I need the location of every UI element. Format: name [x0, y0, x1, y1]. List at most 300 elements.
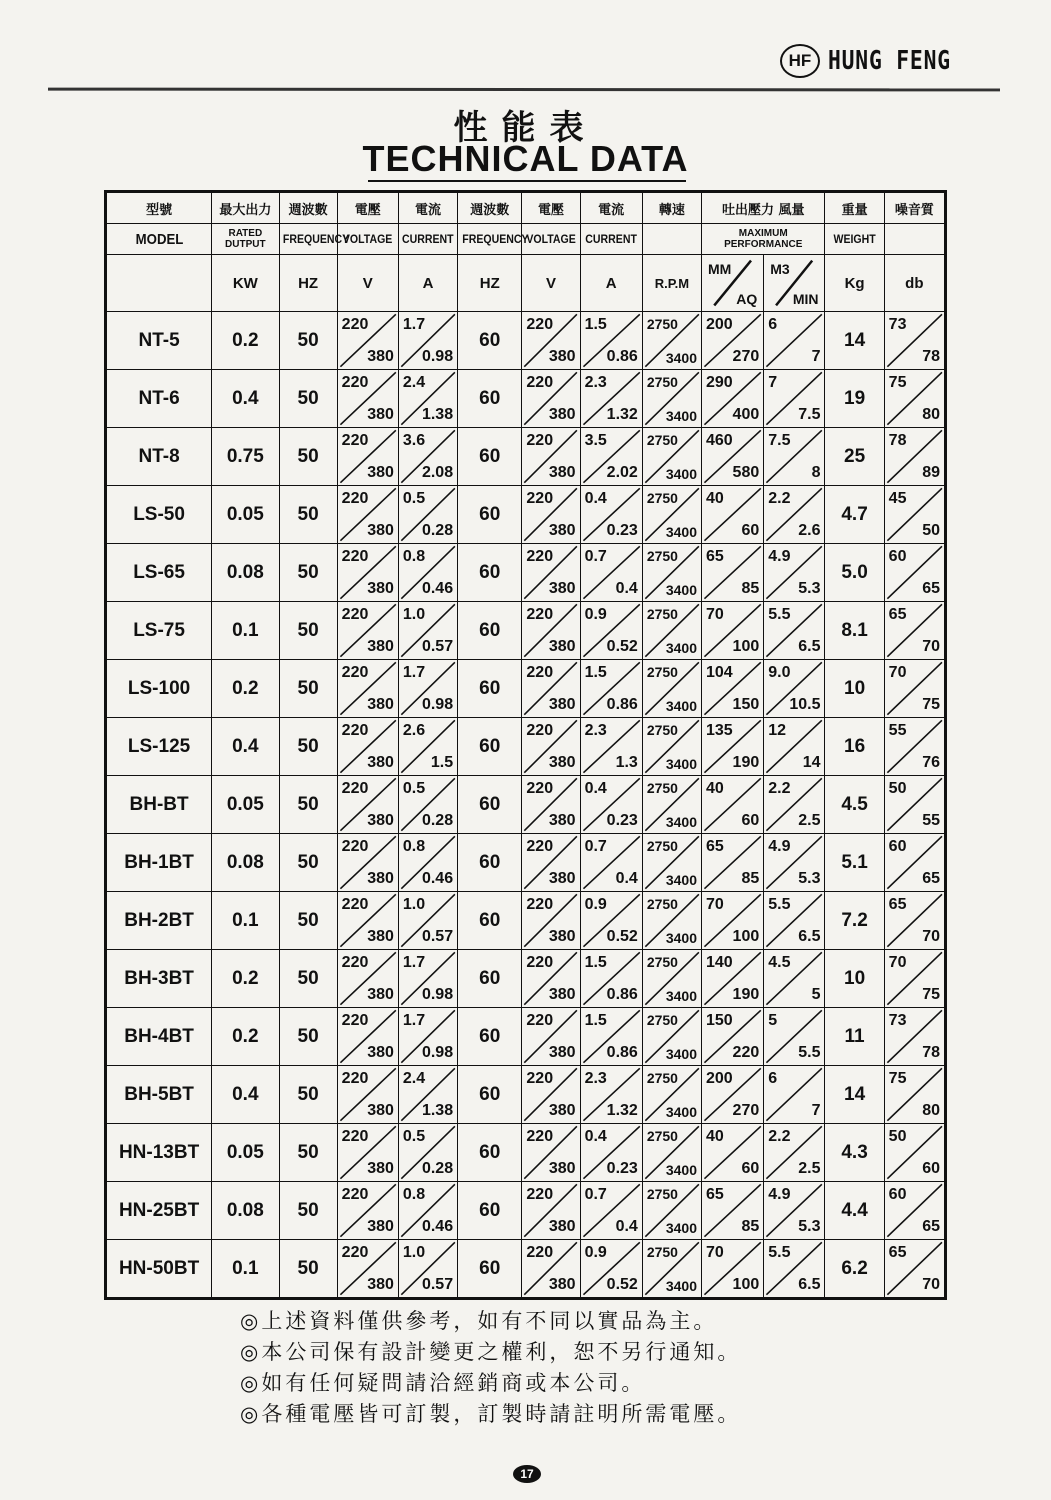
cell-v2-upper: 220 [526, 722, 554, 739]
cell-airflow [764, 1008, 825, 1066]
unit-a1: A [398, 255, 457, 312]
cell-v2 [522, 718, 580, 776]
cell-v2 [522, 776, 580, 834]
cell-airflow-lower: 7.5 [798, 406, 821, 423]
cell-noise-upper: 78 [888, 432, 907, 449]
cell-hz2: 60 [458, 1124, 522, 1182]
note-1: ◎上述資料僅供參考，如有不同以實品為主。 [240, 1309, 718, 1333]
cell-noise-lower: 70 [922, 928, 940, 945]
cell-weight: 4.4 [825, 1182, 884, 1240]
table-row [106, 370, 946, 428]
cell-rpm-lower: 3400 [665, 1162, 697, 1178]
cell-rpm-upper: 2750 [646, 1128, 678, 1144]
header-cn-perf: 吐出壓力 風量 [702, 192, 825, 224]
cell-weight: 10 [825, 950, 884, 1008]
cell-hz1: 50 [279, 1124, 337, 1182]
cell-hz2: 60 [458, 718, 522, 776]
cell-v2-lower: 380 [548, 1276, 576, 1293]
cell-v1-upper: 220 [341, 432, 369, 449]
cell-kw: 0.2 [212, 950, 279, 1008]
cell-v1 [337, 834, 398, 892]
header-cn-noise: 噪音質 [884, 192, 945, 224]
cell-a1-lower: 0.46 [421, 870, 454, 887]
cell-a2 [580, 1008, 642, 1066]
cell-airflow-lower: 14 [802, 754, 821, 771]
cell-rpm [642, 660, 701, 718]
cell-v2-upper: 220 [526, 432, 554, 449]
cell-airflow-upper: 6 [768, 1070, 778, 1087]
cell-model: LS-65 [106, 544, 212, 602]
cell-a2 [580, 1066, 642, 1124]
cell-noise-upper: 55 [888, 722, 907, 739]
cell-noise [884, 718, 945, 776]
cell-rpm-lower: 3400 [665, 988, 697, 1004]
cell-airflow-upper: 2.2 [768, 780, 791, 797]
cell-noise-lower: 76 [922, 754, 940, 771]
cell-kw: 0.2 [212, 312, 279, 370]
cell-noise [884, 1182, 945, 1240]
cell-rpm [642, 544, 701, 602]
unit-kg: Kg [825, 255, 884, 312]
cell-rpm-lower: 3400 [665, 1104, 697, 1120]
cell-rpm [642, 834, 701, 892]
cell-hz2: 60 [458, 1182, 522, 1240]
cell-noise-upper: 65 [888, 896, 907, 913]
cell-a2-upper: 1.5 [584, 954, 607, 971]
cell-a1-lower: 0.98 [421, 986, 454, 1003]
cell-a2 [580, 1182, 642, 1240]
cell-rpm-lower: 3400 [665, 756, 697, 772]
cell-rpm-upper: 2750 [646, 606, 678, 622]
cell-v1-lower: 380 [367, 754, 394, 771]
cell-weight: 7.2 [825, 892, 884, 950]
cell-a2-lower: 1.32 [606, 1102, 638, 1119]
cell-airflow [764, 370, 825, 428]
cell-hz1: 50 [279, 776, 337, 834]
cell-a2 [580, 486, 642, 544]
unit-mm: MM [708, 261, 732, 277]
cell-a2-lower: 1.3 [615, 754, 638, 771]
cell-pressure [702, 718, 764, 776]
cell-model: BH-2BT [106, 892, 212, 950]
cell-v2-upper: 220 [526, 316, 554, 333]
cell-a1-upper: 1.7 [402, 664, 426, 681]
cell-rpm [642, 1066, 701, 1124]
cell-noise [884, 370, 945, 428]
cell-a2 [580, 834, 642, 892]
cell-v2 [522, 1240, 580, 1299]
cell-noise [884, 602, 945, 660]
header-cn-model: 型號 [106, 192, 212, 224]
cell-v2-lower: 380 [548, 870, 576, 887]
cell-v1-lower: 380 [367, 580, 394, 597]
cell-noise [884, 892, 945, 950]
cell-hz1: 50 [279, 1182, 337, 1240]
cell-v1 [337, 718, 398, 776]
cell-v2-lower: 380 [548, 348, 576, 365]
cell-model: HN-50BT [106, 1240, 212, 1299]
cell-v1 [337, 660, 398, 718]
cell-hz1: 50 [279, 718, 337, 776]
cell-pressure-lower: 100 [732, 928, 760, 945]
cell-a1 [398, 370, 457, 428]
cell-hz1: 50 [279, 1008, 337, 1066]
header-cn-rpm: 轉速 [642, 192, 701, 224]
header-rule [48, 88, 1000, 92]
cell-hz2: 60 [458, 1066, 522, 1124]
cell-weight: 4.5 [825, 776, 884, 834]
cell-a1-lower: 0.28 [421, 522, 454, 539]
cell-v2-upper: 220 [526, 1070, 554, 1087]
cell-noise [884, 544, 945, 602]
cell-noise [884, 834, 945, 892]
cell-hz1: 50 [279, 1066, 337, 1124]
header-cn-curr2: 電流 [580, 192, 642, 224]
cell-v1 [337, 776, 398, 834]
cell-pressure-upper: 70 [706, 606, 724, 623]
cell-v2 [522, 1124, 580, 1182]
cell-a1-upper: 2.6 [402, 722, 426, 739]
unit-hz2: HZ [458, 255, 522, 312]
cell-v1 [337, 950, 398, 1008]
cell-v1-upper: 220 [341, 1244, 369, 1261]
cell-pressure-lower: 60 [741, 812, 760, 829]
cell-rpm-lower: 3400 [665, 350, 697, 366]
cell-noise-lower: 78 [922, 348, 940, 365]
cell-v2-lower: 380 [548, 696, 576, 713]
cell-noise [884, 1240, 945, 1299]
cell-v2-upper: 220 [526, 838, 554, 855]
header-en-freq1: FREQUENCY [282, 224, 333, 255]
cell-airflow-upper: 4.9 [768, 838, 791, 855]
table-row [106, 1008, 946, 1066]
cell-hz2: 60 [458, 486, 522, 544]
cell-v1-upper: 220 [341, 780, 369, 797]
cell-a1-lower: 0.28 [421, 812, 454, 829]
cell-v2-upper: 220 [526, 1128, 554, 1145]
cell-kw: 0.4 [212, 370, 279, 428]
cell-hz2: 60 [458, 660, 522, 718]
cell-rpm-upper: 2750 [646, 780, 678, 796]
header-en-curr1: CURRENT [402, 224, 454, 255]
cell-pressure-lower: 190 [732, 754, 760, 771]
cell-rpm-lower: 3400 [665, 1278, 697, 1294]
cell-a2-lower: 0.23 [606, 1160, 638, 1177]
cell-a1 [398, 834, 457, 892]
cell-rpm [642, 486, 701, 544]
cell-model: LS-50 [106, 486, 212, 544]
cell-a1-lower: 2.08 [421, 464, 454, 481]
cell-airflow-lower: 5.3 [798, 580, 821, 597]
cell-model: LS-125 [106, 718, 212, 776]
cell-v2 [522, 1182, 580, 1240]
header-cn-freq1: 週波數 [279, 192, 337, 224]
cell-airflow-upper: 9.0 [768, 664, 791, 681]
cell-v1-lower: 380 [367, 696, 394, 713]
cell-v1-upper: 220 [341, 1186, 369, 1203]
cell-noise-lower: 65 [922, 580, 940, 597]
cell-pressure-upper: 40 [706, 780, 724, 797]
cell-a1 [398, 1066, 457, 1124]
cell-v2 [522, 428, 580, 486]
cell-a2-upper: 0.9 [584, 606, 607, 623]
cell-airflow-upper: 5.5 [768, 606, 791, 623]
cell-hz1: 50 [279, 602, 337, 660]
cell-rpm [642, 1240, 701, 1299]
cell-noise [884, 1008, 945, 1066]
unit-kw: KW [212, 255, 279, 312]
header-en-curr2: CURRENT [584, 224, 639, 255]
cell-v1 [337, 1066, 398, 1124]
cell-v2-lower: 380 [548, 638, 576, 655]
cell-a2-lower: 0.86 [606, 986, 638, 1003]
cell-kw: 0.05 [212, 1124, 279, 1182]
cell-noise-lower: 55 [922, 812, 940, 829]
cell-rpm-lower: 3400 [665, 1220, 697, 1236]
header-en-rpm-blank [642, 224, 701, 255]
table-row [106, 1182, 946, 1240]
cell-a2 [580, 950, 642, 1008]
cell-a1 [398, 950, 457, 1008]
notes [240, 1306, 840, 1430]
cell-v2 [522, 660, 580, 718]
cell-v1 [337, 1182, 398, 1240]
cell-a2 [580, 312, 642, 370]
cell-rpm-upper: 2750 [646, 374, 678, 390]
cell-hz2: 60 [458, 428, 522, 486]
cell-noise-lower: 80 [922, 406, 940, 423]
cell-v1 [337, 544, 398, 602]
cell-kw: 0.05 [212, 486, 279, 544]
header-en-rated: RATED DUTPUT [212, 224, 279, 255]
cell-pressure-upper: 40 [706, 1128, 724, 1145]
cell-kw: 0.05 [212, 776, 279, 834]
cell-v2-lower: 380 [548, 812, 576, 829]
cell-a2-lower: 0.23 [606, 812, 638, 829]
cell-hz1: 50 [279, 950, 337, 1008]
cell-pressure [702, 1066, 764, 1124]
header-cn-volt1: 電壓 [337, 192, 398, 224]
cell-v2 [522, 834, 580, 892]
table-row [106, 1066, 946, 1124]
cell-noise-lower: 89 [922, 464, 940, 481]
cell-rpm-lower: 3400 [665, 872, 697, 888]
cell-airflow-upper: 7.5 [768, 432, 791, 449]
cell-a1-upper: 1.7 [402, 316, 426, 333]
cell-a1-lower: 0.46 [421, 580, 454, 597]
cell-pressure [702, 834, 764, 892]
cell-weight: 11 [825, 1008, 884, 1066]
cell-noise [884, 312, 945, 370]
cell-a2-upper: 2.3 [584, 374, 607, 391]
note-3: ◎如有任何疑問請洽經銷商或本公司。 [240, 1371, 646, 1395]
cell-v1-lower: 380 [367, 986, 394, 1003]
cell-rpm [642, 892, 701, 950]
note-2: ◎本公司保有設計變更之權利，恕不另行通知。 [240, 1340, 742, 1364]
cell-airflow [764, 1240, 825, 1299]
cell-rpm-upper: 2750 [646, 954, 678, 970]
unit-hz1: HZ [279, 255, 337, 312]
cell-noise-lower: 75 [922, 696, 940, 713]
cell-airflow-lower: 2.6 [798, 522, 821, 539]
cell-noise-lower: 78 [922, 1044, 940, 1061]
cell-hz2: 60 [458, 834, 522, 892]
cell-airflow-upper: 5.5 [768, 896, 791, 913]
cell-noise-upper: 75 [888, 1070, 907, 1087]
cell-v2-upper: 220 [526, 954, 554, 971]
header-en-perf: MAXIMUM PERFORMANCE [702, 224, 825, 255]
cell-a1-lower: 0.98 [421, 696, 454, 713]
cell-airflow [764, 834, 825, 892]
cell-pressure-upper: 104 [706, 664, 733, 681]
unit-mm-aq [702, 255, 764, 312]
header-en-volt2: VOLTAGE [525, 224, 576, 255]
cell-a1 [398, 1124, 457, 1182]
cell-a2-upper: 1.5 [584, 316, 607, 333]
cell-pressure-upper: 460 [706, 432, 733, 449]
cell-a2-upper: 0.4 [584, 490, 607, 507]
cell-rpm [642, 370, 701, 428]
cell-a2 [580, 602, 642, 660]
cell-a2-upper: 0.4 [584, 1128, 607, 1145]
cell-pressure-upper: 70 [706, 1244, 724, 1261]
table-row [106, 428, 946, 486]
cell-a1-lower: 1.5 [430, 754, 454, 771]
cell-pressure [702, 544, 764, 602]
header-en-noise-blank [884, 224, 945, 255]
cell-model: HN-13BT [106, 1124, 212, 1182]
cell-weight: 8.1 [825, 602, 884, 660]
cell-v1-upper: 220 [341, 316, 369, 333]
cell-v1-upper: 220 [341, 606, 369, 623]
cell-v2-lower: 380 [548, 1218, 576, 1235]
cell-a1-lower: 0.57 [421, 928, 454, 945]
cell-v2 [522, 1008, 580, 1066]
cell-a2 [580, 544, 642, 602]
unit-rpm: R.P.M [642, 255, 701, 312]
cell-model: NT-5 [106, 312, 212, 370]
cell-hz1: 50 [279, 544, 337, 602]
cell-model: BH-5BT [106, 1066, 212, 1124]
cell-a1-lower: 0.57 [421, 1276, 454, 1293]
cell-rpm [642, 1124, 701, 1182]
cell-rpm-upper: 2750 [646, 1070, 678, 1086]
title-underline [368, 180, 686, 182]
cell-model: BH-BT [106, 776, 212, 834]
cell-a2-upper: 3.5 [584, 432, 607, 449]
cell-v1-upper: 220 [341, 548, 369, 565]
cell-v2-lower: 380 [548, 580, 576, 597]
cell-v1-lower: 380 [367, 870, 394, 887]
cell-a1-upper: 1.0 [402, 896, 426, 913]
cell-a1-lower: 1.38 [421, 1102, 454, 1119]
cell-a1-upper: 0.5 [402, 1128, 426, 1145]
table-row [106, 834, 946, 892]
cell-a2-upper: 0.9 [584, 896, 607, 913]
cell-v2-upper: 220 [526, 606, 554, 623]
cell-pressure-upper: 65 [706, 838, 724, 855]
cell-pressure [702, 312, 764, 370]
cell-noise [884, 1066, 945, 1124]
cell-hz2: 60 [458, 892, 522, 950]
cell-weight: 5.1 [825, 834, 884, 892]
cell-noise-lower: 50 [922, 522, 940, 539]
cell-rpm-lower: 3400 [665, 1046, 697, 1062]
cell-a1-upper: 0.8 [402, 1186, 426, 1203]
cell-airflow-upper: 5.5 [768, 1244, 791, 1261]
cell-pressure [702, 602, 764, 660]
header-row-english [106, 224, 946, 255]
cell-kw: 0.08 [212, 544, 279, 602]
cell-kw: 0.08 [212, 834, 279, 892]
cell-airflow [764, 428, 825, 486]
cell-a2-upper: 0.7 [584, 838, 607, 855]
cell-a1-upper: 0.8 [402, 838, 426, 855]
cell-model: LS-100 [106, 660, 212, 718]
cell-a1-upper: 0.8 [402, 548, 426, 565]
unit-v1: V [337, 255, 398, 312]
header-cn-weight: 重量 [825, 192, 884, 224]
cell-rpm-lower: 3400 [665, 466, 697, 482]
table-row [106, 312, 946, 370]
cell-v1-upper: 220 [341, 1012, 369, 1029]
cell-a2-lower: 0.52 [606, 638, 638, 655]
cell-rpm-lower: 3400 [665, 524, 697, 540]
cell-kw: 0.4 [212, 718, 279, 776]
cell-airflow-lower: 8 [811, 464, 821, 481]
cell-weight: 4.3 [825, 1124, 884, 1182]
cell-hz1: 50 [279, 428, 337, 486]
cell-airflow-upper: 7 [768, 374, 778, 391]
cell-hz1: 50 [279, 486, 337, 544]
cell-noise-upper: 45 [888, 490, 907, 507]
cell-hz1: 50 [279, 660, 337, 718]
cell-hz1: 50 [279, 370, 337, 428]
cell-rpm-upper: 2750 [646, 838, 678, 854]
cell-noise-lower: 65 [922, 1218, 940, 1235]
cell-model: NT-6 [106, 370, 212, 428]
cell-a1 [398, 544, 457, 602]
cell-a1 [398, 1008, 457, 1066]
cell-v2 [522, 486, 580, 544]
unit-model-blank [106, 255, 212, 312]
cell-a2-upper: 0.7 [584, 548, 607, 565]
cell-pressure-upper: 135 [706, 722, 733, 739]
cell-a1-lower: 0.98 [421, 1044, 454, 1061]
table-row [106, 1124, 946, 1182]
cell-v1-upper: 220 [341, 490, 369, 507]
cell-pressure [702, 950, 764, 1008]
cell-hz2: 60 [458, 1008, 522, 1066]
cell-a2-upper: 0.9 [584, 1244, 607, 1261]
cell-v1-lower: 380 [367, 928, 394, 945]
cell-weight: 10 [825, 660, 884, 718]
cell-v1-lower: 380 [367, 812, 394, 829]
cell-pressure-upper: 200 [706, 1070, 733, 1087]
cell-hz2: 60 [458, 544, 522, 602]
cell-rpm-upper: 2750 [646, 316, 678, 332]
cell-airflow [764, 1066, 825, 1124]
cell-model: NT-8 [106, 428, 212, 486]
unit-a2: A [580, 255, 642, 312]
cell-rpm [642, 718, 701, 776]
cell-v1-lower: 380 [367, 464, 394, 481]
cell-a2 [580, 428, 642, 486]
cell-noise-upper: 60 [888, 1186, 907, 1203]
cell-v2-lower: 380 [548, 1102, 576, 1119]
cell-rpm [642, 776, 701, 834]
cell-v1-lower: 380 [367, 1218, 394, 1235]
